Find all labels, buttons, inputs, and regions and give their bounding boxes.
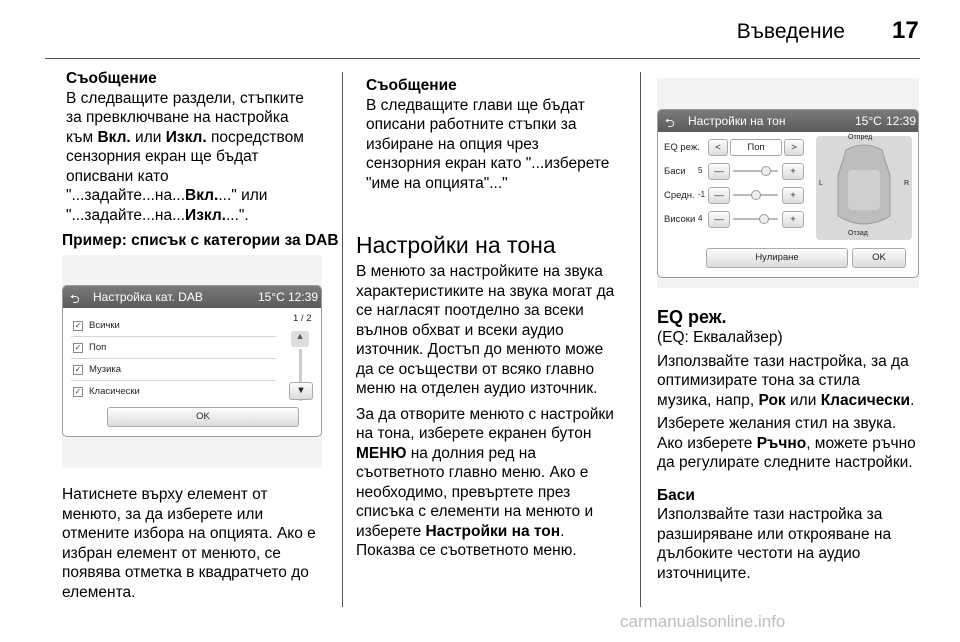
text-span: .	[560, 522, 565, 540]
bold-term: Ръчно	[756, 434, 807, 452]
text-line: В следващите глави ще бъдат	[366, 96, 585, 114]
text-line: сензорния екран ще бъдат	[66, 148, 259, 165]
text-line: Изберете желания стил на звука.	[657, 415, 897, 432]
left-column-message	[66, 69, 341, 225]
text-span: Ако изберете	[657, 434, 757, 452]
bold-term: Настройки на тон	[425, 522, 561, 540]
right-column	[657, 306, 932, 583]
text-line: източник. Достъп до менюто може	[356, 341, 604, 358]
text-line: В менюто за настройките на звука	[356, 263, 603, 280]
back-icon[interactable]: ⮌	[665, 116, 675, 130]
text-span: ..." или	[218, 187, 268, 204]
minus-icon[interactable]: —	[708, 187, 730, 204]
text-span: посредством	[206, 128, 304, 146]
minus-icon[interactable]: —	[708, 163, 730, 180]
slider-label: Високи	[664, 214, 696, 225]
list-item-label[interactable]: Музика	[89, 364, 122, 375]
text-line: да се осъществи от всяко главно	[356, 360, 595, 378]
list-item-label[interactable]: Поп	[89, 342, 107, 353]
bold-term: Класически	[820, 391, 911, 409]
plus-icon[interactable]: +	[782, 163, 804, 180]
plus-icon[interactable]: +	[782, 187, 804, 204]
temperature: 15°C	[258, 290, 285, 304]
checkbox-icon[interactable]: ✓	[74, 365, 82, 374]
text-line: "име на опцията"..."	[366, 174, 508, 192]
text-span: или	[785, 391, 821, 409]
car-top-view-icon	[816, 136, 912, 240]
chevron-right-icon[interactable]: >	[784, 139, 804, 156]
text-line: се нагласят поотделно за всеки	[356, 302, 584, 319]
text-line	[66, 186, 341, 206]
text-line: отмените избора на опцията. Ако е	[62, 525, 316, 542]
bold-term: Изкл.	[165, 128, 207, 146]
treble-slider[interactable]	[733, 218, 778, 220]
scroll-up-icon[interactable]: ▲	[291, 331, 309, 347]
text-span: към	[66, 128, 98, 146]
bold-term: Вкл.	[97, 128, 131, 146]
watermark: carmanualsonline.info	[620, 612, 786, 631]
text-span: "...задайте...на...	[66, 187, 186, 204]
column-divider-left	[342, 72, 343, 607]
slider-label: Средн.	[664, 190, 695, 201]
page-header-title: Въведение	[736, 20, 845, 43]
ok-button[interactable]: OK	[852, 248, 906, 268]
bold-term: Изкл.	[185, 206, 226, 224]
tone-screenshot	[657, 78, 919, 288]
text-line: избиране на опция чрез	[366, 135, 539, 153]
text-line	[657, 434, 932, 454]
checkbox-icon[interactable]: ✓	[74, 343, 82, 352]
text-line: избран елемент от менюто, се	[62, 544, 281, 562]
section-heading: Настройки на тона	[356, 232, 556, 258]
page-number: 17	[892, 17, 919, 44]
rear-label: Отзад	[848, 230, 868, 237]
text-line: разширяване или открояване на	[657, 525, 892, 543]
text-span: .	[910, 391, 915, 409]
eq-label: EQ реж.	[664, 142, 700, 153]
message-title: Съобщение	[366, 77, 457, 94]
text-line: съответното главно меню. Ако е	[356, 464, 589, 481]
chevron-left-icon[interactable]: <	[708, 139, 728, 156]
text-span: на долния ред на	[406, 444, 536, 462]
text-line: да регулирате следните настройки.	[657, 454, 913, 471]
tone-settings-section	[356, 232, 638, 561]
reset-button[interactable]: Нулиране	[706, 248, 848, 268]
list-item-label[interactable]: Всички	[89, 320, 120, 331]
text-line: менюто, за да изберете или	[62, 505, 264, 523]
back-icon[interactable]: ⮌	[70, 292, 80, 306]
plus-icon[interactable]: +	[782, 211, 804, 228]
text-line: описани работните стъпки за	[366, 116, 577, 133]
text-line: описвани като	[66, 167, 169, 185]
slider-value: 5	[698, 166, 703, 175]
text-line: сензорния екран като "...изберете	[366, 155, 610, 172]
middle-column-message	[366, 76, 636, 193]
bold-term: МЕНЮ	[356, 444, 407, 462]
message-title: Съобщение	[66, 70, 157, 87]
dab-screenshot	[62, 255, 322, 468]
ok-button[interactable]: OK	[107, 407, 299, 427]
text-span: , можете ръчно	[806, 434, 916, 452]
text-line	[657, 391, 932, 411]
front-label: Отпред	[848, 134, 873, 141]
checkbox-icon[interactable]: ✓	[74, 387, 82, 396]
left-column-body	[62, 485, 342, 602]
minus-icon[interactable]: —	[708, 211, 730, 228]
text-line: За да отворите менюто с настройки	[356, 405, 614, 423]
example-heading: Пример: списък с категории за DAB	[62, 232, 339, 249]
slider-knob[interactable]	[759, 214, 769, 224]
left-label: L	[819, 180, 823, 187]
eq-heading: EQ реж.	[657, 307, 727, 327]
text-span: ...".	[226, 206, 249, 224]
divider	[71, 380, 276, 381]
slider-value: -1	[698, 190, 706, 199]
text-line: (EQ: Еквалайзер)	[657, 329, 783, 346]
text-line: Натиснете върху елемент от	[62, 486, 268, 503]
text-line	[66, 206, 341, 226]
title-bar	[658, 110, 918, 132]
text-span: "...задайте...на...	[66, 206, 186, 224]
list-item-label[interactable]: Класически	[89, 386, 140, 397]
title-bar	[63, 286, 321, 308]
clock: 12:39	[288, 290, 319, 304]
eq-mode-value: Поп	[730, 139, 782, 156]
text-line: характеристиките на звука могат да	[356, 282, 615, 300]
text-line: появява отметка в квадратчето до	[62, 564, 309, 581]
text-line: списъка с елементи на менюто и	[356, 503, 594, 520]
checkbox-icon[interactable]: ✓	[74, 321, 82, 330]
text-line: дълбоките честоти на аудио	[657, 545, 861, 562]
clock: 12:39	[886, 114, 917, 128]
text-line: на тона, изберете екранен бутон	[356, 425, 592, 442]
text-line: Показва се съответното меню.	[356, 542, 577, 559]
bold-term: Вкл.	[185, 187, 219, 204]
text-line: оптимизирате тона за стила	[657, 372, 860, 389]
screen-title: Настройки на тон	[688, 114, 786, 128]
slider-value: 4	[698, 214, 703, 223]
text-line: елемента.	[62, 583, 136, 601]
bold-term: Рок	[758, 391, 786, 409]
screen-title: Настройка кат. DAB	[93, 290, 203, 304]
balance-fader-area[interactable]	[816, 136, 912, 240]
text-line	[356, 444, 638, 464]
text-line: за превключване на настройка	[66, 109, 289, 126]
column-divider-right	[640, 72, 641, 607]
divider	[71, 358, 276, 359]
slider-knob[interactable]	[751, 190, 761, 200]
text-span: музика, напр,	[657, 391, 759, 409]
text-span: или	[130, 128, 166, 146]
text-line: вълнов обхват и всеки аудио	[356, 321, 564, 339]
right-label: R	[904, 180, 910, 187]
text-line	[66, 128, 341, 148]
text-line: Използвайте тази настройка, за да	[657, 352, 909, 370]
bass-slider[interactable]	[733, 170, 778, 172]
slider-knob[interactable]	[761, 166, 771, 176]
text-span: изберете	[356, 522, 426, 540]
text-line: източниците.	[657, 564, 751, 582]
header-divider	[45, 58, 920, 59]
text-line: В следващите раздели, стъпките	[66, 89, 304, 107]
page-indicator: 1 / 2	[293, 313, 312, 324]
tone-screen	[657, 109, 919, 278]
slider-label: Баси	[664, 166, 686, 177]
text-line: меню на отделен аудио източник.	[356, 380, 598, 397]
bass-heading: Баси	[657, 486, 695, 504]
divider	[71, 336, 276, 337]
scroll-down-icon[interactable]: ▼	[289, 382, 313, 400]
temperature: 15°C	[855, 114, 882, 128]
text-line: Използвайте тази настройка за	[657, 506, 883, 523]
text-line	[356, 522, 638, 542]
dab-screen	[62, 285, 322, 437]
text-line: необходимо, превъртете през	[356, 483, 571, 501]
